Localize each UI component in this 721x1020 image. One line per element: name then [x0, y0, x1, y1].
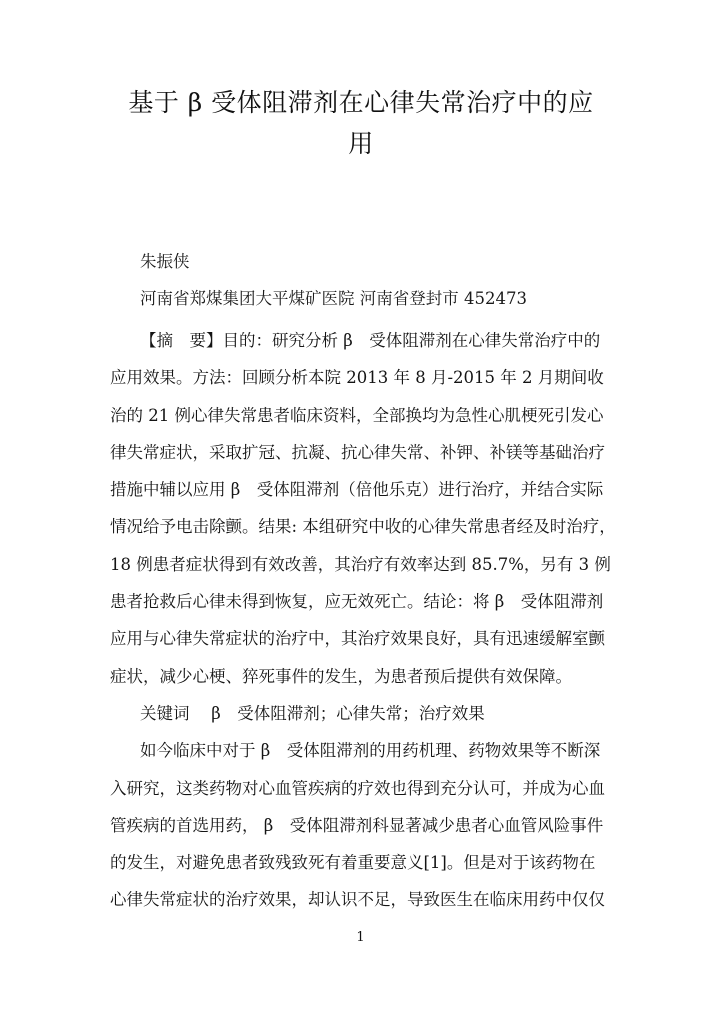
introduction-line: 心律失常症状的治疗效果，却认识不足，导致医生在临床用药中仅仅 — [110, 890, 605, 910]
introduction-line: 如今临床中对于 β 受体阻滞剂的用药机理、药物效果等不断深 — [140, 741, 601, 761]
abstract-line: 律失常症状，采取扩冠、抗凝、抗心律失常、补钾、补镁等基础治疗 — [110, 442, 605, 462]
author-affiliation: 河南省郑煤集团大平煤矿医院 河南省登封市 452473 — [140, 289, 527, 308]
abstract-line: 【摘 要】目的：研究分析 β 受体阻滞剂在心律失常治疗中的 — [140, 331, 601, 350]
byline — [110, 243, 612, 317]
abstract-line: 18 例患者症状得到有效改善，其治疗有效率达到 85.7%，另有 3 例 — [110, 554, 611, 574]
abstract-line: 治的 21 例心律失常患者临床资料，全部换均为急性心肌梗死引发心 — [110, 405, 604, 425]
abstract-line: 措施中辅以应用 β 受体阻滞剂（倍他乐克）进行治疗，并结合实际 — [110, 480, 604, 500]
abstract-line: 应用效果。方法：回顾分析本院 2013 年 8 月-2015 年 2 月期间收 — [110, 368, 604, 388]
abstract-line: 情况给予电击除颤。结果: 本组研究中收的心律失常患者经及时治疗， — [110, 517, 616, 537]
introduction-line: 管疾病的首选用药， β 受体阻滞剂科显著减少患者心血管风险事件 — [110, 815, 604, 835]
page-title-line-2: 用 — [348, 129, 374, 158]
keywords-line: 关键词 β 受体阻滞剂；心律失常；治疗效果 — [140, 703, 485, 723]
abstract-line: 患者抢救后心律未得到恢复，应无效死亡。结论：将 β 受体阻滞剂 — [110, 592, 604, 612]
page-title — [110, 82, 612, 164]
abstract-line: 应用与心律失常症状的治疗中，其治疗效果良好，具有迅速缓解室颤 — [110, 629, 605, 649]
abstract-line: 症状，减少心梗、猝死事件的发生，为患者预后提供有效保障。 — [110, 666, 572, 686]
author-name: 朱振侠 — [140, 252, 190, 271]
introduction-line: 入研究，这类药物对心血管疾病的疗效也得到充分认可，并成为心血 — [110, 778, 605, 798]
page-title-line-1: 基于 β 受体阻滞剂在心律失常治疗中的应 — [128, 88, 594, 117]
introduction-line: 的发生，对避免患者致残致死有着重要意义[1]。但是对于该药物在 — [110, 853, 596, 873]
document-body — [110, 322, 614, 919]
page-number: 1 — [356, 930, 365, 945]
